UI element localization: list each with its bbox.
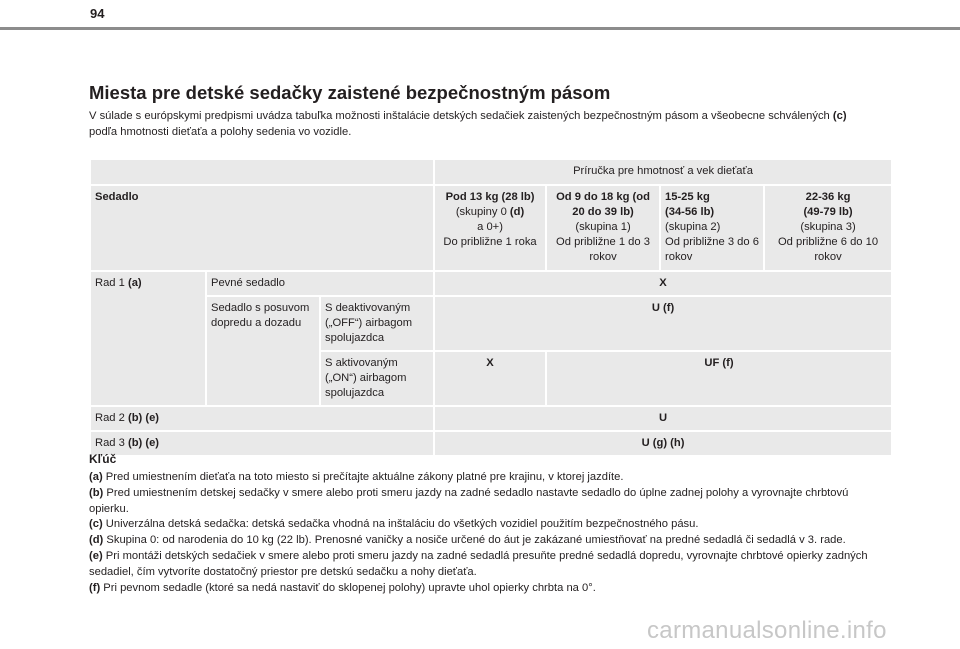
row3-value: U (g) (h) (434, 431, 892, 456)
group-1-header (546, 185, 660, 271)
row1-ref: (a) (127, 277, 142, 289)
row2-label-text: Rad 2 (95, 412, 128, 424)
row2-label (90, 406, 434, 431)
group-1-weight: Od 9 do 18 kg (od 20 do 39 lb) (556, 191, 650, 218)
table-row (90, 431, 892, 456)
table-header-row (90, 159, 892, 185)
group-2-weight-lb: (34-56 lb) (665, 206, 715, 218)
airbag-on-label: S aktivovaným („ON“) airbagom spolujazdca (320, 351, 434, 406)
airbag-off-label: S deaktivovaným („OFF“) airbagom spolujazdca (320, 296, 434, 351)
group-0-ref: (d) (509, 206, 525, 218)
page-number: 94 (90, 6, 105, 21)
fixed-seat-value: X (434, 271, 892, 296)
intro-ref: (c) (832, 110, 847, 122)
group-0-age: Do približne 1 roka (443, 236, 537, 248)
group-2-label: (skupina 2) (665, 221, 721, 233)
fixed-seat-label: Pevné sedadlo (206, 271, 434, 296)
group-1-label: (skupina 1) (575, 221, 631, 233)
table-group-row (90, 185, 892, 271)
key-ref: (f) (89, 581, 101, 594)
row1-label-text: Rad 1 (95, 277, 128, 289)
key-text: Pri pevnom sedadle (ktoré sa nedá nastaviť do sklopenej polohy) upravte uhol opierky chrbta na 0°. (100, 581, 596, 594)
guide-header: Príručka pre hmotnosť a vek dieťaťa (434, 159, 892, 185)
intro-text-2: podľa hmotnosti dieťaťa a polohy sedenia vo vozidle. (89, 125, 352, 138)
list-item (89, 581, 889, 597)
intro-text: V súlade s európskymi predpismi uvádza tabuľka možnosti inštalácie detských sedačiek zaistených bezpečnostným pásom a všeobecne schválených (89, 110, 833, 122)
airbag-on-value-rest: UF (f) (546, 351, 892, 406)
list-item (89, 486, 889, 518)
group-2-header (660, 185, 764, 271)
key-ref: (d) (89, 534, 104, 547)
group-0-weight: Pod 13 kg (28 lb) (445, 191, 535, 203)
child-seat-table (89, 158, 893, 457)
airbag-on-value-group0: X (434, 351, 546, 406)
row1-label (90, 271, 206, 406)
table-row (90, 271, 892, 296)
group-2-weight: 15-25 kg (665, 191, 710, 203)
key-title: Kľúč (89, 452, 117, 466)
row3-label-text: Rad 3 (95, 437, 128, 449)
table-row (90, 406, 892, 431)
row3-ref: (b) (e) (127, 437, 160, 449)
key-text: Pri montáži detských sedačiek v smere alebo proti smeru jazdy na zadné sedadlá presuňte predné sedadlá dopredu, vyrovnajte chrbtové opierky zadných sedadiel, čím vytvoríte dostatočný priestor pre detskú sedačku a nohy dieťaťa. (89, 549, 868, 578)
row2-value: U (434, 406, 892, 431)
list-item (89, 533, 889, 549)
seat-header: Sedadlo (90, 185, 434, 271)
group-0-header (434, 185, 546, 271)
group-3-header (764, 185, 892, 271)
airbag-off-value: U (f) (434, 296, 892, 351)
watermark: carmanualsonline.info (647, 617, 887, 644)
key-text: Pred umiestnením dieťaťa na toto miesto si prečítajte aktuálne zákony platné pre krajinu, v ktorej jazdíte. (102, 471, 624, 483)
list-item (89, 549, 889, 581)
group-2-age: Od približne 3 do 6 rokov (665, 236, 759, 263)
header-empty-cell (90, 159, 434, 185)
list-item (89, 470, 889, 486)
table-row (90, 296, 892, 351)
group-3-age: Od približne 6 do 10 rokov (777, 236, 879, 263)
page-title: Miesta pre detské sedačky zaistené bezpečnostným pásom (89, 82, 611, 103)
group-0-label: (skupiny 0 (455, 206, 510, 218)
group-0-sub: a 0+) (477, 221, 503, 233)
key-text: Univerzálna detská sedačka: detská sedačka vhodná na inštaláciu do všetkých vozidiel použitím bezpečnostného pásu. (102, 518, 699, 531)
key-ref: (e) (89, 549, 103, 562)
key-text: Pred umiestnením detskej sedačky v smere alebo proti smeru jazdy na zadné sedadlo nastavte sedadlo do úplne zadnej polohy a vyrovnajte chrbtovú opierku. (89, 486, 849, 515)
group-3-weight-lb: (49-79 lb) (803, 206, 853, 218)
group-3-label: (skupina 3) (800, 221, 856, 233)
group-3-weight: 22-36 kg (805, 191, 851, 203)
movable-seat-label: Sedadlo s posuvom dopredu a dozadu (206, 296, 320, 406)
row3-label (90, 431, 434, 456)
list-item (89, 517, 889, 533)
key-text: Skupina 0: od narodenia do 10 kg (22 lb). Prenosné vaničky a nosiče určené do áut je zakázané umiestňovať na predné sedadlá či sedadlá v 3. rade. (103, 534, 846, 547)
key-ref: (a) (89, 471, 103, 483)
header-divider (0, 27, 960, 30)
key-ref: (b) (89, 486, 104, 499)
row2-ref: (b) (e) (127, 412, 160, 424)
group-1-age: Od približne 1 do 3 rokov (556, 236, 650, 263)
intro-paragraph (89, 109, 889, 140)
key-ref: (c) (89, 518, 103, 531)
key-list (89, 470, 889, 596)
